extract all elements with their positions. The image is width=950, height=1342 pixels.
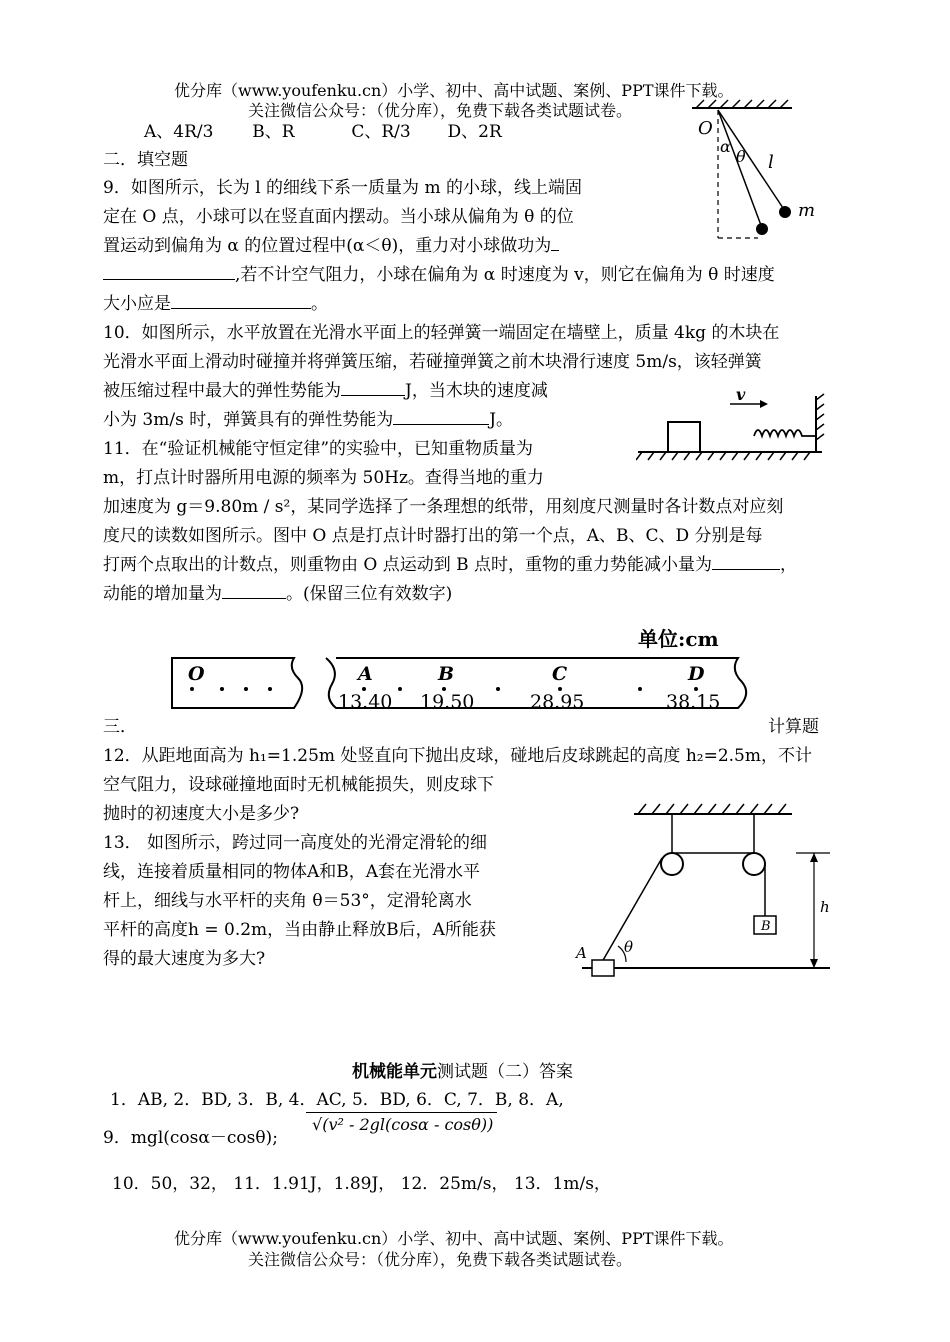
tape-point-D: D [688, 663, 705, 685]
pulley-2 [743, 853, 765, 875]
q11-line-5-text: 打两个点取出的计数点，则重物由 O 点运动到 B 点时，重物的重力势能减小量为 [103, 555, 713, 575]
q10-line-3-text: 被压缩过程中最大的弹性势能为 [103, 381, 341, 401]
q13-line-1: 13． 如图所示，跨过同一高度处的光滑定滑轮的细 [103, 833, 488, 853]
label-l: l [768, 152, 774, 173]
pulley-1 [661, 853, 683, 875]
footer-line-2: 关注微信公众号：（优分库），免费下载各类试题试卷。 [248, 1250, 633, 1269]
footer-line-1: 优分库（www.youfenku.cn）小学、初中、高中试题、案例、PPT课件下载。 [174, 1229, 734, 1248]
section-2-title: 二．填空题 [103, 150, 188, 170]
q11-line-2: m，打点计时器所用电源的频率为 50Hz。查得当地的重力 [103, 468, 544, 488]
pulley-figure [568, 800, 848, 986]
option-a: A、4R/3 [144, 122, 214, 142]
q10-line-2: 光滑水平面上滑动时碰撞并将弹簧压缩，若碰撞弹簧之前木块滑行速度 5m/s，该轻弹簧 [103, 352, 762, 372]
q9-line-5 [103, 290, 328, 318]
wood-block [668, 422, 700, 452]
dot-5 [496, 687, 500, 691]
q11-line-6-end: 。(保留三位有效数字) [286, 584, 453, 604]
reading-B: 19.50 [420, 691, 475, 713]
answers-title [352, 1058, 573, 1086]
q10-line-1: 10．如图所示，水平放置在光滑水平面上的轻弹簧一端固定在墙壁上，质量 4kg 的木块在 [103, 323, 780, 343]
spring-figure [636, 380, 832, 466]
q12-line-2: 空气阻力，设球碰撞地面时无机械能损失，则皮球下 [103, 775, 494, 795]
q11-line-4: 度尺的读数如图所示。图中 O 点是打点计时器打出的第一个点，A、B、C、D 分别是每 [103, 526, 763, 546]
q10-blank-2[interactable] [393, 406, 489, 425]
header-line-1: 优分库（www.youfenku.cn）小学、初中、高中试题、案例、PPT课件下载。 [174, 81, 734, 100]
q11-line-5-end: ， [780, 555, 798, 575]
q9-line-3 [103, 232, 559, 260]
q9-line-1: 9．如图所示，长为 l 的细线下系一质量为 m 的小球，线上端固 [103, 178, 582, 198]
q11-line-6 [103, 580, 452, 608]
answers-title-bold: 机械能单元 [352, 1062, 437, 1082]
spring-coil [754, 430, 816, 436]
label-m: m [798, 200, 816, 221]
dot-6 [638, 687, 642, 691]
q9-line-5-end: 。 [311, 294, 328, 314]
q11-line-5 [103, 551, 797, 579]
q11-line-3: 加速度为 g＝9.80m / s²，某同学选择了一条理想的纸带，用刻度尺测量时各计数点对应刻 [103, 497, 784, 517]
label-A: A [576, 944, 587, 962]
tape-point-A: A [358, 663, 373, 685]
reading-D: 38.15 [666, 691, 721, 713]
q9-line-5-text: 大小应是 [103, 294, 171, 314]
option-b: B、R [252, 122, 295, 142]
q10-line-4-text: 小为 3m/s 时，弹簧具有的弹性势能为 [103, 410, 394, 430]
option-d: D、2R [447, 122, 502, 142]
string-alpha [718, 110, 762, 228]
tape-point-C: C [552, 663, 568, 685]
q9-answer-formula: √(v² - 2gl(cosα - cosθ)) [306, 1112, 497, 1134]
h-arrow-bottom [810, 959, 818, 968]
ceiling-hatch [696, 100, 788, 108]
q10-line-3 [103, 377, 548, 405]
q11-blank-2[interactable] [222, 580, 286, 599]
ball-alpha [756, 223, 768, 235]
tape-point-O: O [188, 663, 205, 685]
dot-1 [220, 687, 224, 691]
q10-line-4 [103, 406, 513, 434]
h-arrow-top [810, 853, 818, 862]
label-alpha: α [720, 137, 731, 156]
q9-line-4 [103, 261, 775, 289]
q13-line-4: 平杆的高度h = 0.2m，当由静止释放B后，A所能获 [103, 920, 496, 940]
section-3-title: 计算题 [768, 717, 819, 737]
q9-line-2: 定在 O 点，小球可以在竖直面内摆动。当小球从偏角为 θ 的位 [103, 207, 574, 227]
q11-line-6-text: 动能的增加量为 [103, 584, 222, 604]
q12-line-3: 抛时的初速度大小是多少? [103, 804, 300, 824]
label-B: B [761, 919, 771, 934]
q13-line-2: 线，连接着质量相同的物体A和B，A套在光滑水平 [103, 862, 481, 882]
q10-line-4-end: J。 [489, 410, 514, 430]
q12-line-1: 12．从距地面高为 h₁=1.25m 处竖直向下抛出皮球，碰地后皮球跳起的高度 h₂=2.5m，不计 [103, 746, 812, 766]
dot-4 [398, 687, 402, 691]
wall-hatch [816, 394, 824, 440]
q9-blank-1a[interactable] [551, 232, 559, 251]
q13-line-3: 杆上，细线与水平杆的夹角 θ＝53°，定滑轮离水 [103, 891, 472, 911]
block-A [592, 960, 614, 976]
velocity-arrowhead [760, 400, 768, 408]
ceiling-hatch [638, 804, 786, 814]
label-h: h [820, 898, 830, 916]
answers-row-2: 9．mgl(cosα－cosθ); [103, 1128, 278, 1148]
reading-C: 28.95 [530, 691, 585, 713]
q11-blank-1[interactable] [712, 551, 780, 570]
floor-hatch [636, 452, 810, 460]
q9-line-4-text: ,若不计空气阻力，小球在偏角为 α 时速度为 v，则它在偏角为 θ 时速度 [235, 265, 775, 285]
option-c: C、R/3 [351, 122, 411, 142]
answers-title-rest: 测试题（二）答案 [437, 1062, 573, 1082]
q10-blank-1[interactable] [341, 377, 405, 396]
section-3-number: 三． [103, 717, 137, 737]
answers-row-3: 10．50，32， 11．1.91J，1.89J， 12．25m/s， 13．1m/s， [112, 1174, 611, 1194]
ball-theta [779, 206, 791, 218]
q11-line-1: 11．在“验证机械能守恒定律”的实验中，已知重物质量为 [103, 439, 534, 459]
string-theta [718, 110, 785, 211]
dot-2 [244, 687, 248, 691]
dot-O [190, 687, 194, 691]
tape-point-B: B [438, 663, 455, 685]
q13-line-5: 得的最大速度为多大? [103, 949, 266, 969]
unit-label: 单位:cm [638, 627, 719, 651]
answers-row-1: 1．AB, 2．BD, 3．B, 4．AC, 5．BD, 6．C, 7．B, 8．A, [110, 1090, 564, 1110]
dot-3 [268, 687, 272, 691]
paper-tape-figure [168, 622, 748, 722]
label-theta: θ [624, 938, 634, 956]
pendulum-figure [680, 98, 860, 246]
q9-line-3-text: 置运动到偏角为 α 的位置过程中(α＜θ)，重力对小球做功为 [103, 236, 552, 256]
q10-line-3-end: J，当木块的速度减 [405, 381, 548, 401]
q9-blank-2[interactable] [171, 290, 311, 309]
velocity-label: v [736, 385, 746, 404]
reading-A: 13.40 [338, 691, 393, 713]
q9-blank-1b[interactable] [103, 261, 235, 280]
label-O: O [698, 118, 713, 139]
label-theta: θ [736, 147, 746, 166]
header-line-2: 关注微信公众号：（优分库），免费下载各类试题试卷。 [248, 101, 633, 120]
q8-options [144, 118, 502, 146]
